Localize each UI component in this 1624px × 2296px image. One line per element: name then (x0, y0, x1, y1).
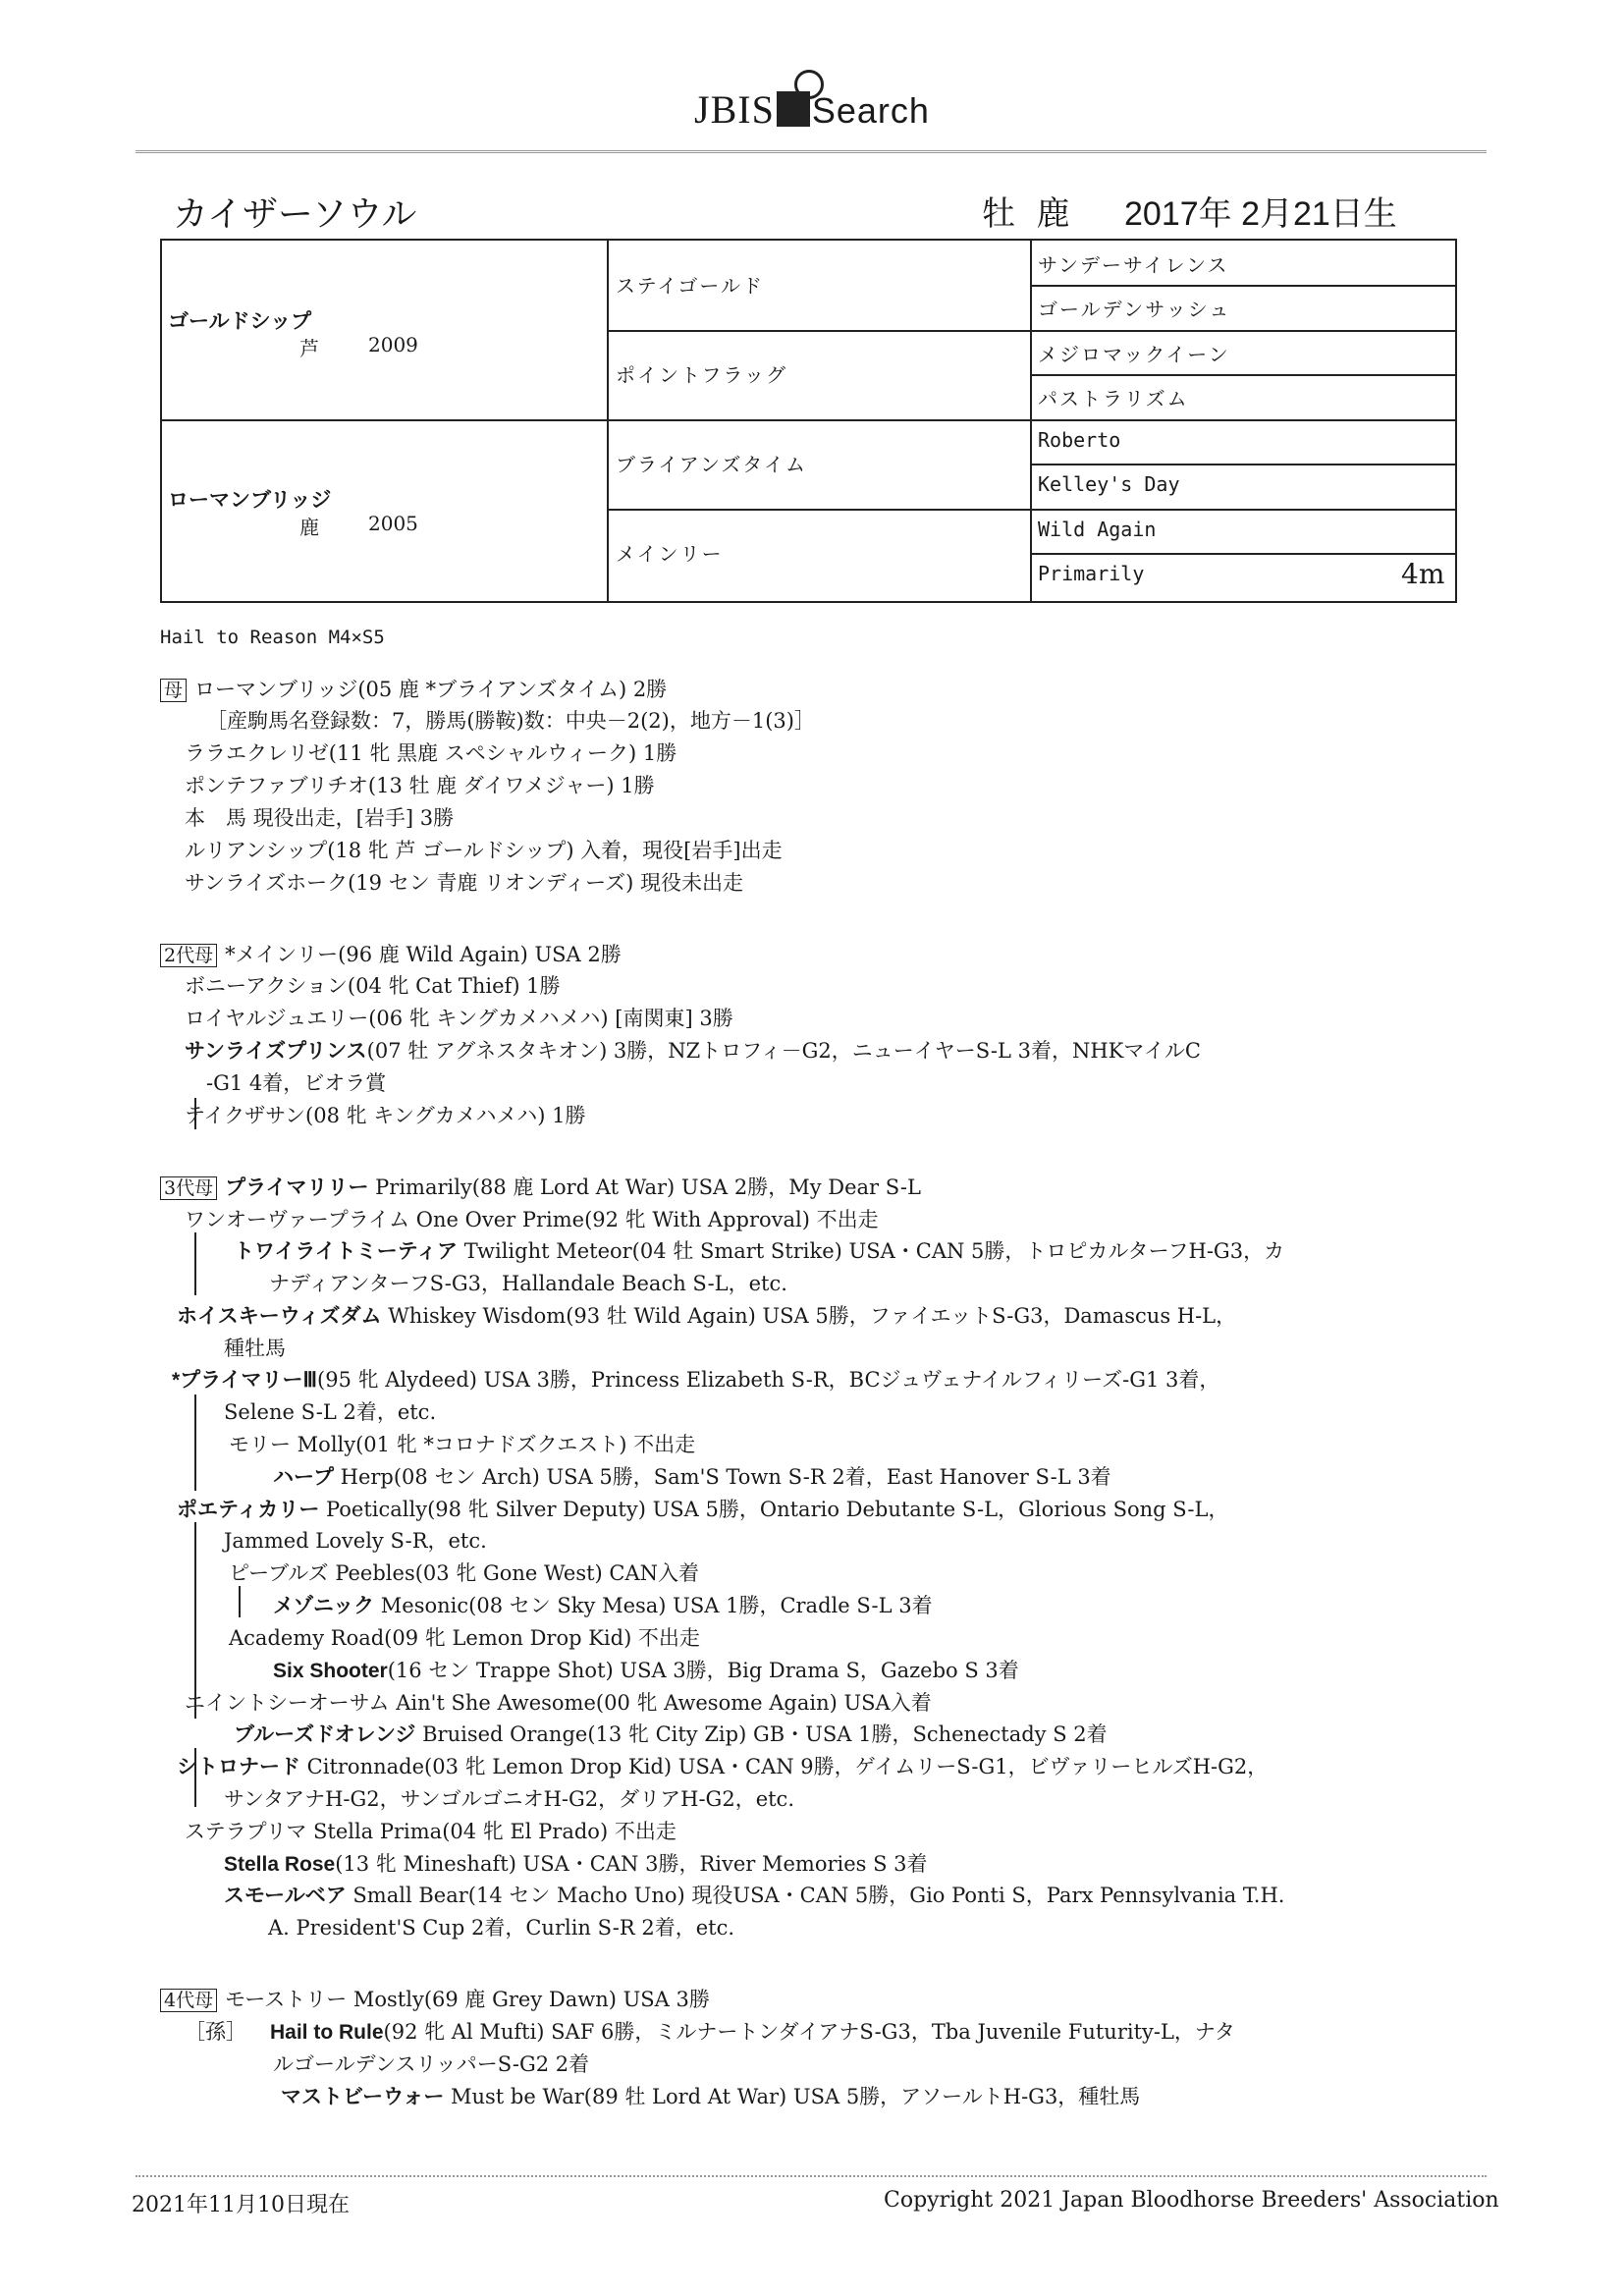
family-line (273, 1461, 1111, 1491)
pedigree-dam-color: 鹿 (299, 516, 319, 539)
line-text: ルゴールデンスリッパーS-G2 2着 (273, 2052, 590, 2076)
line-text: (13 牝 Mineshaft) USA・CAN 3勝，River Memories S 3着 (335, 1852, 928, 1876)
pedigree-gen3-5: Roberto (1038, 428, 1121, 452)
pedigree-gen3-3: メジロマックイーン (1038, 343, 1230, 366)
family-line (273, 1590, 933, 1619)
stakes-winner-name: Hail to Rule (270, 2021, 384, 2044)
inbreeding-note: Hail to Reason M4×S5 (160, 627, 385, 648)
stakes-winner-name: サンライズプリンス (185, 1040, 367, 1063)
family-line (185, 802, 454, 832)
line-text: ポンテファブリチオ(13 牡 鹿 ダイワメジャー) 1勝 (185, 774, 655, 797)
line-text: Bruised Orange(13 牝 City Zip) GB・USA 1勝，Schenectady S 2着 (415, 1722, 1108, 1746)
family-line (185, 835, 783, 864)
family-line (177, 1494, 1228, 1523)
line-text: Jammed Lovely S-R，etc. (224, 1529, 487, 1553)
line-text: ［産駒馬名登録数：7，勝馬(勝鞍)数：中央－2(2)，地方－1(3)］ (206, 709, 815, 733)
family-line (185, 2016, 1235, 2046)
line-text: A. President'S Cup 2着，Curlin S-R 2着，etc. (268, 1916, 735, 1940)
family-line (185, 1003, 733, 1032)
line-text: ステラプリマ Stella Prima(04 牝 El Prado) 不出走 (185, 1820, 677, 1843)
tree-connector (239, 1586, 241, 1617)
line-text: モーストリー Mostly(69 鹿 Grey Dawn) USA 3勝 (225, 1988, 710, 2011)
pedigree-dam-name: ローマンブリッジ (168, 489, 332, 512)
line-text: Selene S-L 2着，etc. (224, 1400, 437, 1424)
stakes-winner-name: シトロナード (177, 1756, 300, 1778)
family-line (224, 1333, 286, 1362)
family-line (177, 1751, 1268, 1780)
family-line (185, 1204, 879, 1233)
family-line (160, 674, 667, 703)
stakes-winner-name: Stella Rose (224, 1853, 336, 1876)
stakes-winner-name: ホイスキーウィズダム (177, 1305, 382, 1328)
pedigree-sire-year: 2009 (368, 333, 418, 356)
line-text: サンライズホーク(19 セン 青鹿 リオンディーズ) 現役未出走 (185, 871, 743, 895)
line-text: Citronnade(03 牝 Lemon Drop Kid) USA・CAN 9勝，ゲイムリーS-G1，ビヴァリーヒルズH-G2， (300, 1755, 1269, 1778)
generation-tag: 2代母 (160, 944, 217, 967)
pedigree-gen3-4: パストラリズム (1038, 387, 1189, 410)
line-text: エイントシーオーサム Ain't She Awesome(00 牝 Awesome Again) USA入着 (185, 1691, 932, 1715)
family-line (160, 939, 622, 968)
pedigree-family-number: 4m (1401, 558, 1445, 590)
line-text: Poetically(98 牝 Silver Deputy) USA 5勝，Ontario Debutante S-L，Glorious Song S-L， (319, 1498, 1229, 1521)
pedigree-gen2-2: ポイントフラッグ (616, 363, 787, 387)
family-line (224, 1880, 1284, 1909)
pedigree-gen3-1: サンデーサイレンス (1038, 253, 1229, 277)
family-line (185, 770, 655, 799)
tree-connector (194, 1098, 196, 1129)
stakes-winner-name: *プライマリーⅢ (172, 1369, 318, 1392)
horse-name: カイザーソウル (173, 193, 417, 234)
line-text: Academy Road(09 牝 Lemon Drop Kid) 不出走 (229, 1626, 700, 1650)
family-line (185, 970, 561, 1000)
family-line (224, 1525, 487, 1555)
tree-connector (194, 1232, 196, 1295)
family-line (185, 1687, 932, 1717)
line-text: ボニーアクション(04 牝 Cat Thief) 1勝 (185, 974, 561, 998)
family-line (185, 1035, 1201, 1065)
grandchild-marker: ［孫］ (185, 2020, 246, 2044)
horse-logo-icon (777, 91, 810, 127)
family-line (268, 1912, 734, 1941)
horse-birth-date: 2017年 2月21日生 (1124, 195, 1397, 233)
line-text: (07 牡 アグネスタキオン) 3勝，NZトロフィ－G2，ニューイヤーS-L 3着，NHKマイルC (366, 1039, 1201, 1063)
pedigree-gen3-6: Kelley's Day (1038, 472, 1180, 496)
line-text: サンタアナH-G2，サンゴルゴニオH-G2，ダリアH-G2，etc. (224, 1787, 794, 1811)
stakes-winner-name: ブルーズドオレンジ (234, 1723, 416, 1746)
family-line (234, 1235, 1284, 1265)
family-line (172, 1364, 1219, 1394)
footer-copyright: Copyright 2021 Japan Bloodhorse Breeders' Association (884, 2188, 1499, 2213)
stakes-winner-name: ハープ (273, 1466, 334, 1489)
family-line (185, 867, 743, 897)
line-text: ナディアンターフS-G3，Hallandale Beach S-L，etc. (269, 1272, 787, 1295)
pedigree-dam-year: 2005 (368, 512, 418, 535)
stakes-winner-name: Six Shooter (273, 1660, 388, 1682)
tree-connector (194, 1522, 196, 1719)
line-text: (16 セン Trappe Shot) USA 3勝，Big Drama S，Gazebo S 3着 (387, 1659, 1019, 1682)
line-text: Herp(08 セン Arch) USA 5勝，Sam'S Town S-R 2着，East Hanover S-L 3着 (333, 1465, 1111, 1489)
family-line (206, 1067, 386, 1097)
line-text: Small Bear(14 セン Macho Uno) 現役USA・CAN 5勝，Gio Ponti S，Parx Pennsylvania T.H. (346, 1884, 1285, 1907)
line-text: Must be War(89 牡 Lord At War) USA 5勝，アソールトH-G3，種牡馬 (444, 2085, 1141, 2108)
family-line (185, 1816, 677, 1845)
logo-text-left: JBIS (694, 87, 775, 132)
tree-connector (194, 1394, 196, 1491)
line-text: ワンオーヴァープライム One Over Prime(92 牝 With Approval) 不出走 (185, 1208, 879, 1231)
line-text: Whiskey Wisdom(93 牡 Wild Again) USA 5勝，ファイエットS-G3，Damascus H-L， (381, 1304, 1237, 1328)
family-line (160, 1984, 710, 2013)
stakes-winner-name: マストビーウォー (281, 2086, 445, 2108)
pedigree-gen2-3: ブライアンズタイム (616, 453, 807, 476)
generation-tag: 3代母 (160, 1176, 217, 1200)
footer-divider (135, 2175, 1487, 2177)
line-text: (92 牝 Al Mufti) SAF 6勝，ミルナートンダイアナS-G3，Tba Juvenile Futurity-L，ナタ (383, 2020, 1235, 2044)
line-text: (95 牝 Alydeed) USA 3勝，Princess Elizabeth S-R，BCジュヴェナイルフィリーズ-G1 3着， (317, 1368, 1220, 1392)
generation-tag: 4代母 (160, 1989, 217, 2012)
line-text: モリー Molly(01 牝 *コロナドズクエスト) 不出走 (229, 1433, 696, 1456)
family-line (269, 1268, 787, 1297)
family-line (229, 1429, 695, 1458)
line-text: テイクザサン(08 牝 キングカメハメハ) 1勝 (185, 1104, 586, 1127)
line-text: Primarily(88 鹿 Lord At War) USA 2勝，My Dear S-L (368, 1175, 921, 1199)
family-line (273, 1655, 1019, 1684)
footer-date: 2021年11月10日現在 (132, 2193, 350, 2217)
pedigree-gen3-8: Primarily (1038, 562, 1145, 585)
pedigree-gen2-1: ステイゴールド (616, 274, 764, 298)
stakes-winner-name: スモールベア (224, 1885, 347, 1907)
family-line (160, 1172, 921, 1201)
line-text: -G1 4着，ビオラ賞 (206, 1071, 387, 1095)
family-line (206, 705, 815, 735)
header-divider (135, 150, 1487, 153)
family-line (224, 1396, 436, 1426)
line-text: ピーブルズ Peebles(03 牝 Gone West) CAN入着 (229, 1561, 700, 1585)
pedigree-gen2-4: メインリー (616, 542, 724, 566)
pedigree-table (160, 239, 1457, 603)
family-line (224, 1783, 794, 1813)
pedigree-gen3-7: Wild Again (1038, 518, 1157, 541)
family-line (234, 1719, 1108, 1748)
jbis-logo (0, 86, 1624, 133)
family-line (281, 2081, 1140, 2110)
tree-connector (194, 1748, 196, 1807)
generation-tag: 母 (160, 679, 187, 702)
pedigree-sire-color: 芦 (299, 337, 319, 360)
stakes-winner-name: ポエティカリー (177, 1499, 320, 1521)
stakes-winner-name: トワイライトミーティア (234, 1240, 459, 1263)
family-line (185, 738, 677, 767)
family-line (229, 1622, 700, 1652)
family-line (229, 1558, 699, 1587)
family-line (185, 1100, 586, 1129)
line-text: ルリアンシップ(18 牝 芦 ゴールドシップ) 入着，現役[岩手]出走 (185, 839, 783, 862)
pedigree-gen3-2: ゴールデンサッシュ (1038, 298, 1231, 321)
line-text: 本 馬 現役出走，[岩手] 3勝 (185, 806, 455, 830)
stakes-winner-name: メゾニック (273, 1595, 375, 1617)
logo-text-right: Search (811, 90, 930, 131)
horse-sex-color: 牡 鹿 (982, 195, 1076, 233)
family-line (177, 1300, 1236, 1330)
line-text: Mesonic(08 セン Sky Mesa) USA 1勝，Cradle S-L 3着 (374, 1594, 933, 1617)
family-line (273, 2049, 589, 2078)
line-text: Twilight Meteor(04 牡 Smart Strike) USA・CAN 5勝，トロピカルターフH-G3，カ (458, 1239, 1285, 1263)
line-text: ララエクレリゼ(11 牝 黒鹿 スペシャルウィーク) 1勝 (185, 741, 677, 765)
family-line (224, 1848, 928, 1878)
line-text: *メインリー(96 鹿 Wild Again) USA 2勝 (225, 943, 622, 966)
line-text: 種牡馬 (224, 1337, 286, 1360)
line-text: ローマンブリッジ(05 鹿 *ブライアンズタイム) 2勝 (194, 678, 668, 701)
pedigree-sire-name: ゴールドシップ (168, 310, 312, 333)
stakes-winner-name: プライマリリー (225, 1176, 369, 1199)
line-text: ロイヤルジュエリー(06 牝 キングカメハメハ) [南関東] 3勝 (185, 1007, 733, 1030)
